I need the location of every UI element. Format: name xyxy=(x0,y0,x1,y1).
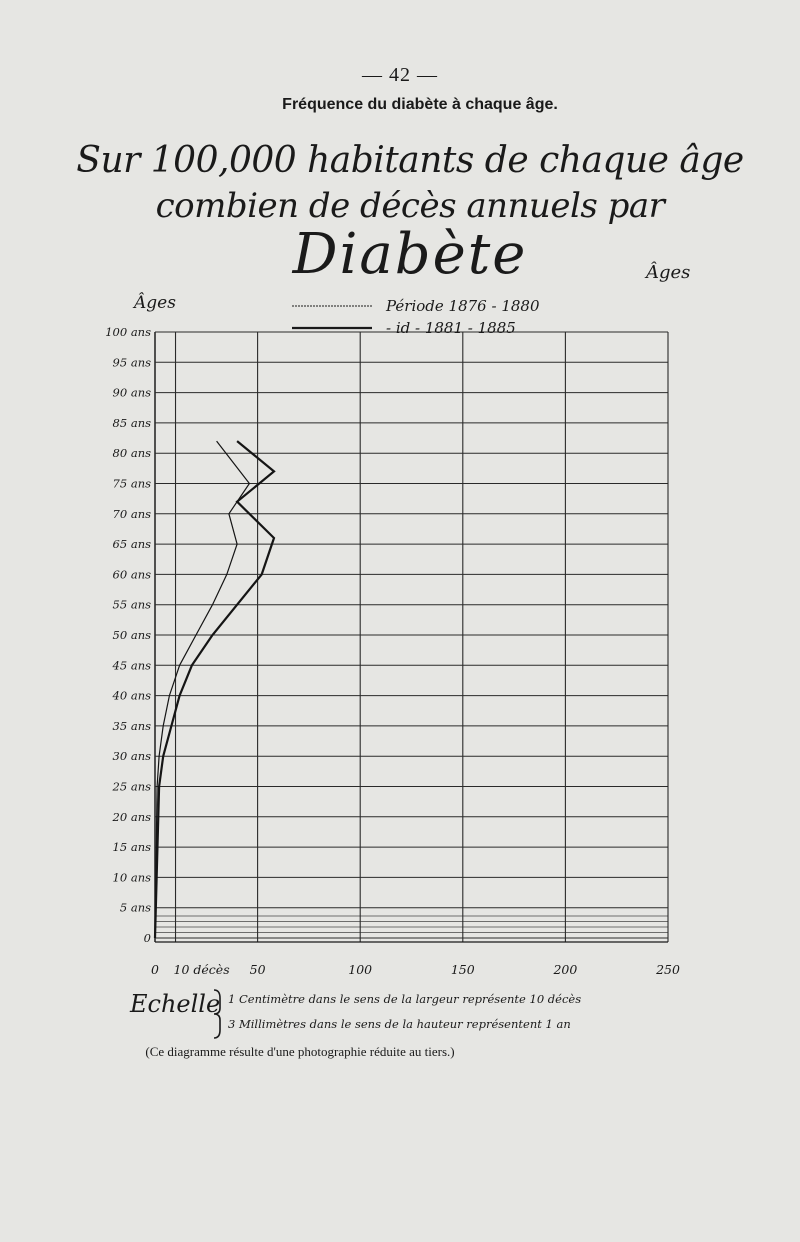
y-tick-label: 90 ans xyxy=(112,385,151,400)
handwritten-title-line-1: Sur 100,000 habitants de chaque âge xyxy=(76,140,744,181)
y-tick-label: 85 ans xyxy=(112,415,151,430)
y-tick-label: 60 ans xyxy=(112,567,151,582)
y-tick-label: 35 ans xyxy=(112,718,151,733)
y-tick-label: 20 ans xyxy=(112,809,151,824)
y-tick-label: 100 ans xyxy=(105,325,151,339)
y-tick-label: 70 ans xyxy=(112,506,151,521)
y-tick-label: 40 ans xyxy=(112,688,151,703)
y-tick-label: 45 ans xyxy=(112,658,151,673)
y-tick-label: 75 ans xyxy=(112,476,151,491)
handwritten-title-line-3: Diabète xyxy=(292,222,528,287)
y-tick-label: 10 ans xyxy=(112,870,151,885)
chart-grid xyxy=(155,332,668,942)
y-tick-label: 30 ans xyxy=(112,749,151,764)
chart-legend xyxy=(292,297,540,337)
chart-series xyxy=(155,441,274,938)
series-line xyxy=(155,441,249,938)
page-number: — 42 — xyxy=(362,64,438,86)
y-tick-label: 5 ans xyxy=(119,900,151,915)
ages-label-right: Âges xyxy=(646,262,691,283)
scale-line-1: 1 Centimètre dans le sens de la largeur représente 10 décès xyxy=(228,992,582,1006)
x-tick-label: 0 xyxy=(151,962,159,977)
page-title: Fréquence du diabète à chaque âge. xyxy=(282,96,558,113)
series-line xyxy=(155,441,274,938)
caption: (Ce diagramme résulte d'une photographie réduite au tiers.) xyxy=(145,1044,455,1059)
y-tick-label: 80 ans xyxy=(112,446,151,461)
y-tick-label: 95 ans xyxy=(112,355,151,370)
y-tick-label: 65 ans xyxy=(112,537,151,552)
y-axis-label: Âges xyxy=(134,293,176,313)
x-tick-label: 200 xyxy=(553,962,578,977)
x-tick-labels xyxy=(151,962,680,977)
scale-label: Echelle xyxy=(130,990,221,1018)
legend-label: - id - 1881 - 1885 xyxy=(386,319,516,337)
y-tick-label: 15 ans xyxy=(112,840,151,855)
y-tick-labels xyxy=(105,325,151,945)
x-tick-label: 10 décès xyxy=(173,962,230,977)
y-tick-label: 0 xyxy=(143,931,151,945)
x-tick-label: 150 xyxy=(450,962,475,977)
x-tick-label: 250 xyxy=(656,962,680,977)
scale-line-2: 3 Millimètres dans le sens de la hauteur représentent 1 an xyxy=(228,1017,571,1031)
x-tick-label: 50 xyxy=(249,962,266,977)
legend-label: Période 1876 - 1880 xyxy=(386,297,540,315)
y-tick-label: 25 ans xyxy=(112,779,151,794)
y-tick-label: 55 ans xyxy=(112,597,151,612)
scale-legend xyxy=(129,990,581,1038)
handwritten-title-line-2: combien de décès annuels par xyxy=(155,186,665,226)
x-tick-label: 100 xyxy=(348,962,373,977)
y-tick-label: 50 ans xyxy=(112,628,151,642)
